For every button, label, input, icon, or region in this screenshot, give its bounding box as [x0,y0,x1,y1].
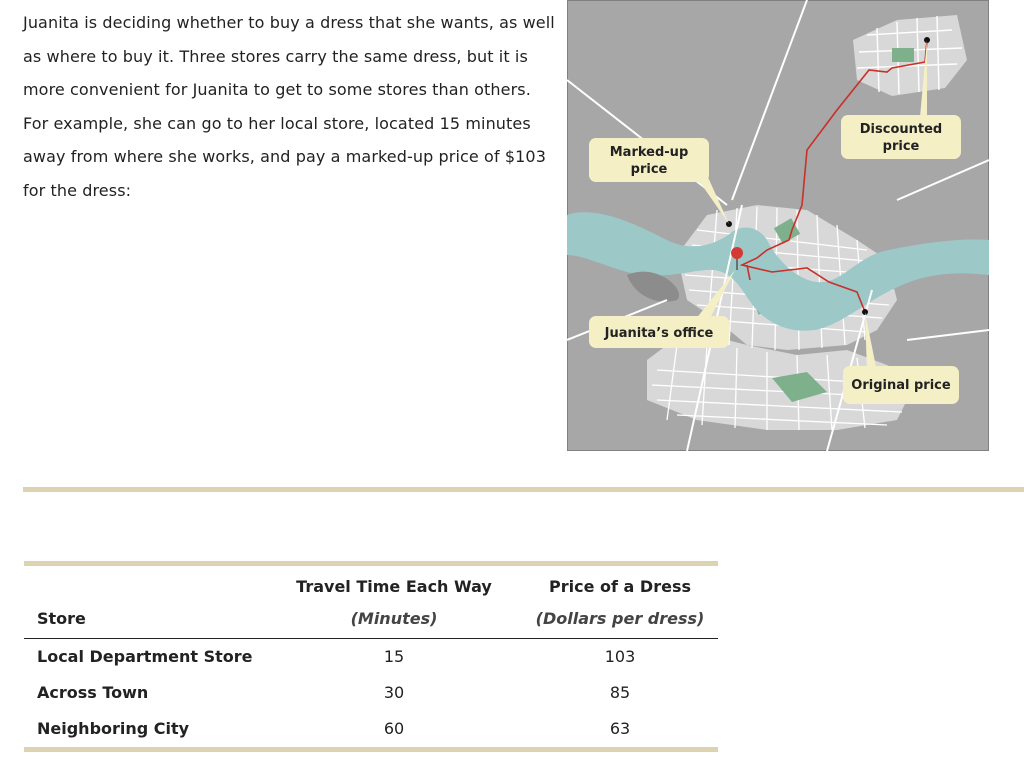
label-office: Juanita’s office [604,326,714,341]
header-store: Store [37,609,86,628]
table-bottom-bar [24,747,718,752]
header-travel-time: Travel Time Each Way [296,577,492,596]
table-row [24,675,718,711]
label-discounted-line2: price [882,139,920,154]
table-header-row-1 [24,566,718,602]
header-price: Price of a Dress [549,577,691,596]
city-map [567,0,989,451]
label-markedup-line2: price [630,162,668,177]
label-discounted-line1: Discounted [859,122,943,137]
label-original: Original price [851,378,951,393]
header-price-units: (Dollars per dress) [535,609,705,628]
table-header-row-2 [24,602,718,639]
store-table [24,561,718,752]
store-name: Across Town [37,683,149,702]
store-name: Local Department Store [37,647,253,666]
section-divider [23,487,1024,492]
park-north [892,48,914,62]
store-name: Neighboring City [37,719,190,738]
dress-price: 103 [604,647,636,666]
dress-price: 85 [609,683,631,702]
dress-price: 63 [609,719,631,738]
travel-time: 15 [383,647,405,666]
header-travel-units: (Minutes) [350,609,438,628]
table-row [24,711,718,747]
intro-paragraph: Juanita is deciding whether to buy a dress that she wants, as well as where to buy it. Three stores carry the same dress, but it is more convenient for Juanita to get to some stores than others. For example, she can go to her local store, located 15 minutes away from where she works, and pay a marked-up price of $103 for the dress: [23,13,555,200]
table-row [24,639,718,675]
travel-time: 30 [383,683,405,702]
travel-time: 60 [383,719,405,738]
label-markedup-line1: Marked-up [609,145,689,160]
